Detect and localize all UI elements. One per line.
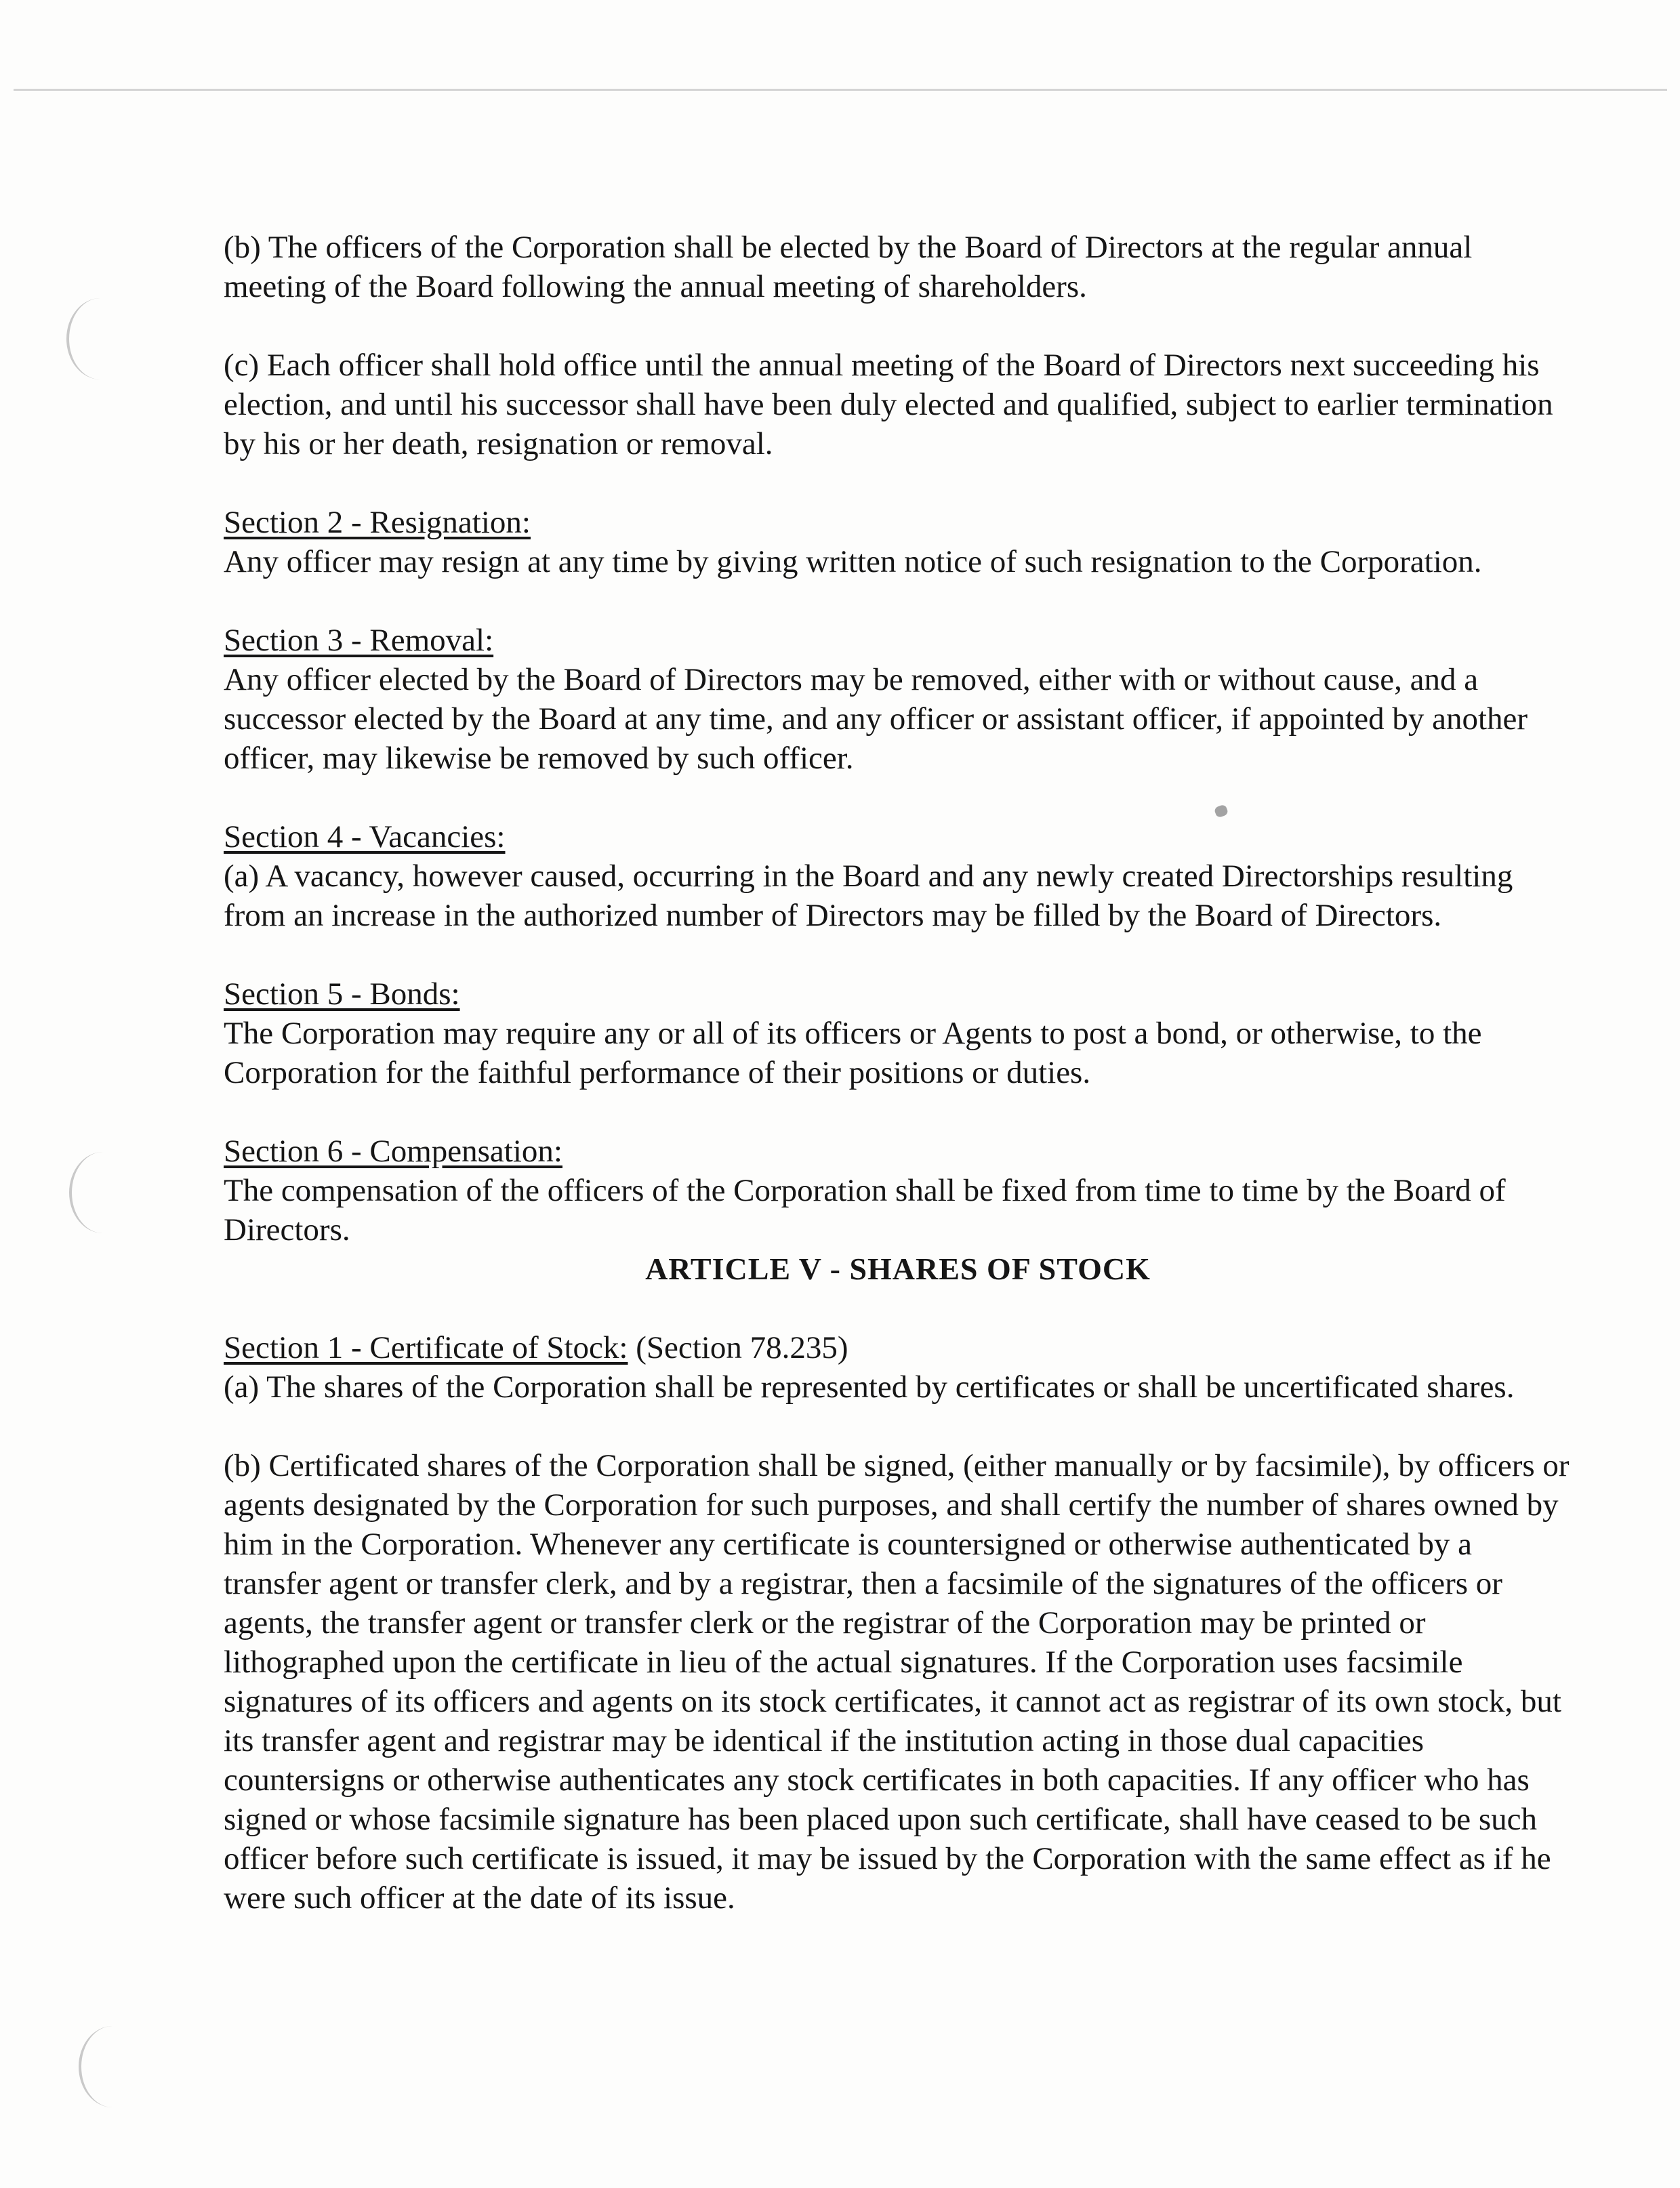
punch-hole-bottom bbox=[79, 2026, 146, 2107]
section-heading: Section 5 - Bonds: bbox=[224, 976, 460, 1012]
officers-election-paragraph: (b) The officers of the Corporation shall be elected by the Board of Directors at the regular annual meeting of the Board following the annual meeting of shareholders. bbox=[224, 230, 1473, 304]
article-title: ARTICLE V - SHARES OF STOCK bbox=[645, 1252, 1151, 1286]
section-removal bbox=[224, 621, 1572, 778]
certificated-shares-paragraph: (b) Certificated shares of the Corporation shall be signed, (either manually or by facsimile), by officers or agents designated by the Corporation for such purposes, and shall certify the number of shares owned by him in the Corporation. Whenever any certificate is countersigned or otherwise authenticated by a transfer agent or transfer clerk, and by a registrar, then a facsimile of the signatures of the officers or agents, the transfer agent or transfer clerk or the registrar of the Corporation may be printed or lithographed upon the certificate in lieu of the actual signatures. If the Corporation uses facsimile signatures of its officers and agents on its stock certificates, it cannot act as registrar of its own stock, but its transfer agent and registrar may be identical if the institution acting in those dual capacities countersigns or otherwise authenticates any stock certificates in both capacities. If any officer who has signed or whose facsimile signature has been placed upon such certificate, shall have ceased to be such officer before such certificate is issued, it may be issued by the Corporation with the same effect as if he were such officer at the date of its issue. bbox=[224, 1448, 1570, 1916]
section-resignation bbox=[224, 503, 1572, 581]
document-body bbox=[224, 228, 1572, 1957]
scan-edge-line bbox=[14, 89, 1667, 91]
section-body: (a) A vacancy, however caused, occurring in the Board and any newly created Directorships resulting from an increase in the authorized number of Directors may be filled by the Board of Directors. bbox=[224, 859, 1513, 933]
section-heading: Section 6 - Compensation: bbox=[224, 1134, 562, 1169]
section-vacancies bbox=[224, 817, 1572, 935]
section-heading: Section 4 - Vacancies: bbox=[224, 819, 506, 854]
section-compensation bbox=[224, 1132, 1572, 1250]
section-body: Any officer elected by the Board of Directors may be removed, either with or without cause, and a successor elected by the Board at any time, and any officer or assistant officer, if appointed by another officer, may likewise be removed by such officer. bbox=[224, 662, 1528, 776]
section-body: Any officer may resign at any time by giving written notice of such resignation to the Corporation. bbox=[224, 544, 1482, 579]
section-heading: Section 1 - Certificate of Stock: bbox=[224, 1330, 628, 1365]
section-reference: (Section 78.235) bbox=[636, 1330, 848, 1365]
section-heading: Section 2 - Resignation: bbox=[224, 505, 531, 540]
section-body: The Corporation may require any or all of its officers or Agents to post a bond, or otherwise, to the Corporation for the faithful performance of their positions or duties. bbox=[224, 1016, 1482, 1090]
section-heading: Section 3 - Removal: bbox=[224, 623, 494, 658]
section-bonds bbox=[224, 974, 1572, 1092]
punch-hole-top bbox=[66, 298, 134, 379]
section-certificate-of-stock bbox=[224, 1328, 1572, 1407]
section-body: (a) The shares of the Corporation shall be represented by certificates or shall be uncertificated shares. bbox=[224, 1369, 1515, 1405]
section-body: The compensation of the officers of the Corporation shall be fixed from time to time by the Board of Directors. bbox=[224, 1173, 1506, 1247]
punch-hole-middle bbox=[69, 1152, 137, 1233]
officers-term-paragraph: (c) Each officer shall hold office until the annual meeting of the Board of Directors next succeeding his election, and until his successor shall have been duly elected and qualified, subject to earlier termination by his or her death, resignation or removal. bbox=[224, 348, 1553, 461]
